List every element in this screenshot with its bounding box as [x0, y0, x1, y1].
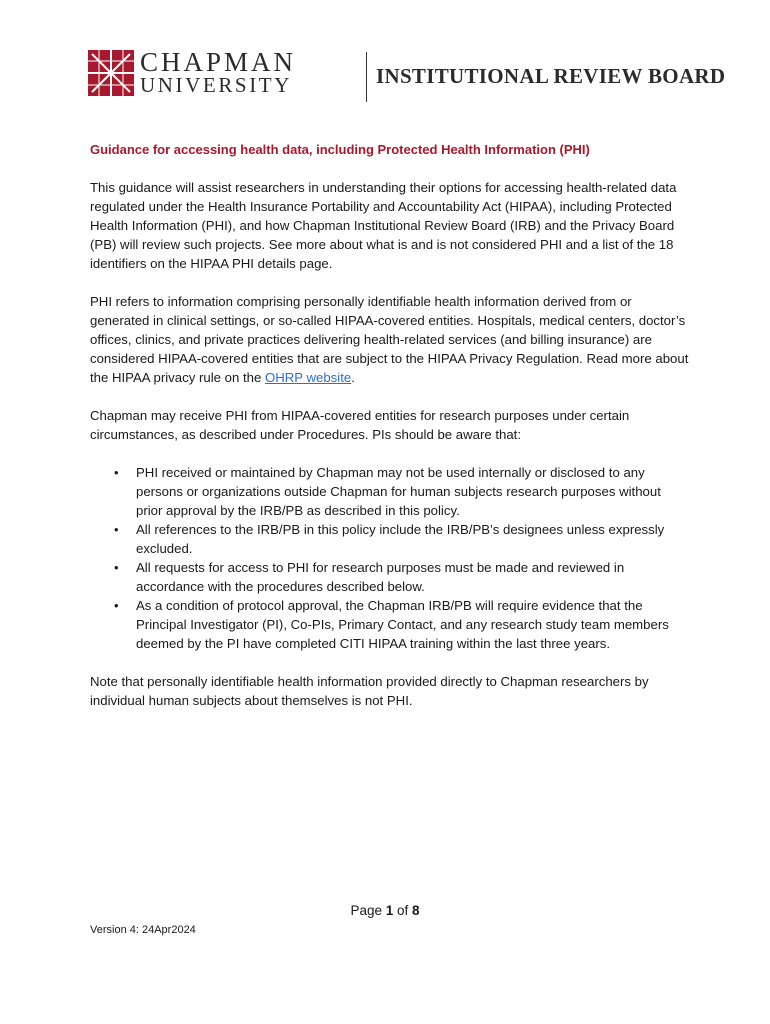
procedures-paragraph: Chapman may receive PHI from HIPAA-covered entities for research purposes under certain circumstances, as described under Procedures. PIs should be aware that:: [90, 408, 630, 442]
page-current: 1: [385, 903, 394, 918]
version-label: Version 4: 24Apr2024: [90, 924, 196, 936]
bullet-icon: •: [114, 560, 119, 575]
ohrp-website-link[interactable]: OHRP website: [264, 370, 352, 385]
phi-definition-text: PHI refers to information comprising personally identifiable health information derived from or generated in clinical settings, or so-called HIPAA-covered entities. Hospitals, medical centers, doctor’s offices, clinics, and private practices delivering health-related services (and billing insurance) are considered HIPAA-covered entities that are subject to the HIPAA Privacy Regulation. Read more about the HIPAA privacy rule on the: [90, 294, 689, 385]
list-item: [114, 558, 690, 596]
header-divider: [366, 52, 367, 102]
university-wordmark: [140, 47, 726, 100]
chapman-logo-mark-icon: [88, 50, 134, 96]
intro-paragraph: This guidance will assist researchers in understanding their options for accessing health-related data regulated under the Health Insurance Portability and Accountability Act (HIPAA), including Protected Health Information (PHI), and how Chapman Institutional Review Board (IRB) and the Privacy Board (PB) will review such projects. See more about what is and is not considered PHI and a list of the 18 identifiers on the HIPAA PHI details page.: [90, 180, 677, 271]
list-item-text: As a condition of protocol approval, the Chapman IRB/PB will require evidence that the Principal Investigator (PI), Co-PIs, Primary Contact, and any research study team members deemed by the PI have completed CITI HIPAA training within the last three years.: [136, 598, 669, 651]
bullet-icon: •: [114, 465, 119, 480]
irb-title: INSTITUTIONAL REVIEW BOARD: [376, 64, 726, 88]
page-of: of: [397, 903, 409, 918]
list-item-text: All requests for access to PHI for research purposes must be made and reviewed in accordance with the procedures described below.: [136, 560, 625, 594]
bullet-icon: •: [114, 598, 119, 613]
letterhead: [88, 44, 726, 104]
page-number: [0, 903, 770, 918]
list-item: [114, 596, 690, 653]
phi-definition-end: .: [351, 370, 355, 385]
list-item-text: PHI received or maintained by Chapman may not be used internally or disclosed to any persons or organizations outside Chapman for human subjects research purposes without prior approval by the IRB/PB as described in this policy.: [136, 465, 661, 518]
page-total: 8: [412, 903, 420, 918]
document-body: [90, 140, 690, 729]
phi-definition-paragraph: [90, 292, 690, 387]
wordmark-university: UNIVERSITY: [140, 73, 292, 97]
bullet-icon: •: [114, 522, 119, 537]
pi-awareness-list: [90, 463, 690, 653]
note-paragraph: Note that personally identifiable health information provided directly to Chapman researchers by individual human subjects about themselves is not PHI.: [90, 674, 649, 708]
list-item: [114, 463, 690, 520]
list-item: [114, 520, 690, 558]
document-heading: Guidance for accessing health data, including Protected Health Information (PHI): [90, 142, 590, 157]
list-item-text: All references to the IRB/PB in this policy include the IRB/PB’s designees unless expressly excluded.: [136, 522, 665, 556]
page-word: Page: [350, 903, 382, 918]
wordmark-chapman: CHAPMAN: [140, 47, 297, 77]
